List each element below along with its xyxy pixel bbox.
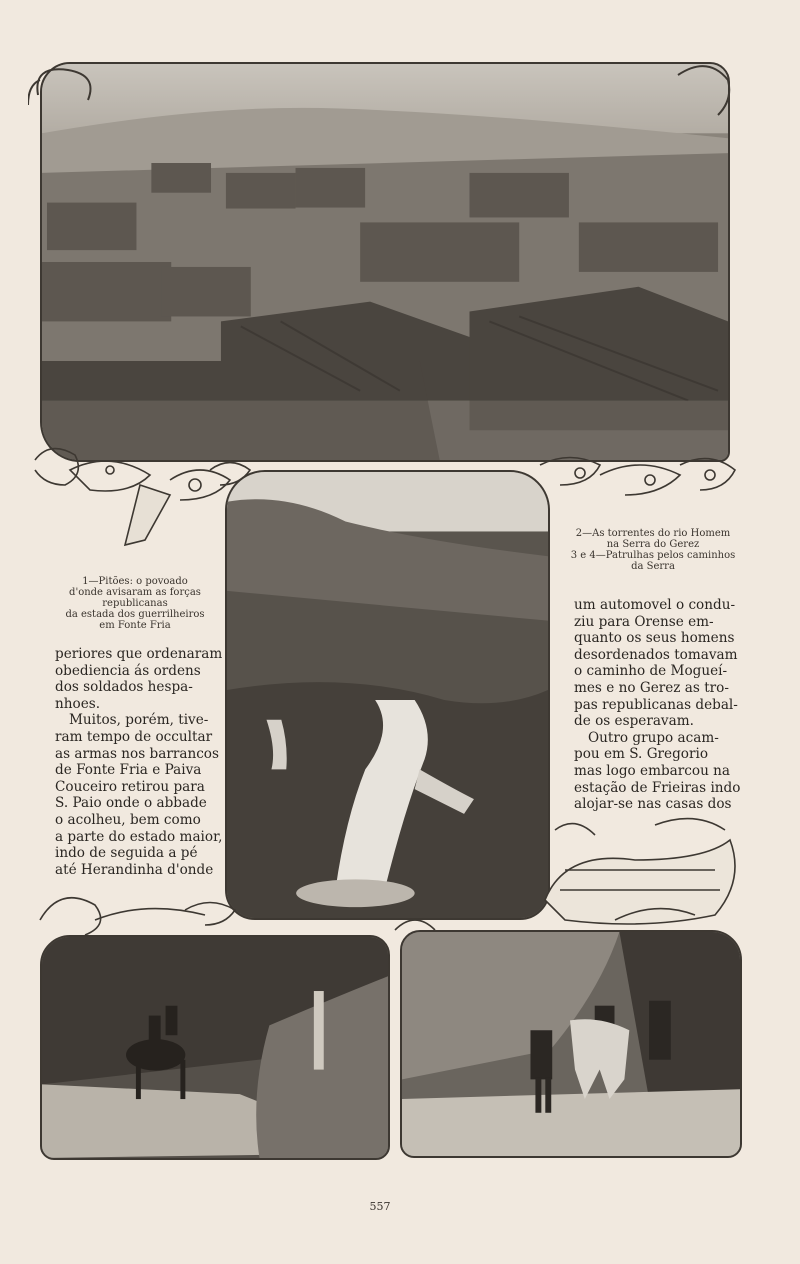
text-line: estação de Frieiras indo	[574, 779, 741, 796]
caption-line: na Serra do Gerez	[606, 539, 700, 550]
photo-waterfall	[225, 470, 550, 920]
text-line: Couceiro retirou para	[55, 778, 205, 795]
ornament-left-bouquet	[30, 440, 260, 550]
text-line: pou em S. Gregorio	[574, 746, 709, 763]
text-line: as armas nos barrancos	[55, 745, 219, 762]
text-line: ziu para Orense em-	[574, 613, 714, 630]
page-number: 557	[369, 1200, 391, 1213]
caption-line: republicanas	[102, 598, 168, 609]
text-line: a parte do estado maior,	[55, 828, 223, 845]
text-line: um automovel o condu-	[574, 597, 736, 613]
photo-patrol-left	[40, 935, 390, 1160]
text-line: periores que ordenaram	[55, 646, 223, 662]
ornament-top-frame	[28, 55, 748, 475]
caption-line: d'onde avisaram as forças	[69, 587, 201, 598]
text-line: mes e no Gerez as tro-	[574, 679, 729, 696]
text-line: dos soldados hespa-	[55, 679, 193, 696]
caption-photo-1	[50, 576, 220, 631]
text-line: S. Paio onde o abbade	[55, 795, 207, 812]
text-line: até Herandinha d'onde	[55, 861, 214, 878]
photo-patrol-right	[400, 930, 742, 1158]
text-line: de os esperavam.	[574, 713, 694, 730]
article-column-right	[574, 597, 752, 813]
text-line: pas republicanas debal-	[574, 696, 738, 713]
caption-line: 3 e 4—Patrulhas pelos caminhos	[570, 550, 736, 561]
text-line: o caminho de Mogueí-	[574, 663, 728, 680]
caption-line: 2—As torrentes do rio Homem	[575, 528, 731, 539]
article-column-left	[55, 646, 223, 878]
caption-line: da Serra	[631, 561, 675, 572]
text-line: mas logo embarcou na	[574, 762, 731, 779]
caption-line: em Fonte Fria	[99, 620, 171, 631]
text-line: ram tempo de occultar	[55, 728, 213, 745]
caption-line: da estada dos guerrilheiros	[65, 609, 205, 620]
text-line: desordenados tomavam	[574, 646, 738, 663]
text-line: Muitos, porém, tive-	[69, 712, 209, 729]
text-line: alojar-se nas casas dos	[574, 796, 732, 813]
ornament-right-flourish	[530, 445, 740, 515]
ornament-bottom-divider	[35, 880, 745, 950]
caption-line: 1—Pitões: o povoado	[82, 576, 188, 587]
text-line: de Fonte Fria e Paiva	[55, 762, 202, 779]
text-line: obediencia ás ordens	[55, 662, 201, 679]
caption-photos-2-3-4	[548, 528, 758, 572]
text-line: indo de seguida a pé	[55, 845, 198, 862]
text-line: quanto os seus homens	[574, 630, 735, 647]
text-line: o acolheu, bem como	[55, 811, 201, 828]
text-line: nhoes.	[55, 695, 101, 712]
text-line: Outro grupo acam-	[588, 729, 719, 746]
